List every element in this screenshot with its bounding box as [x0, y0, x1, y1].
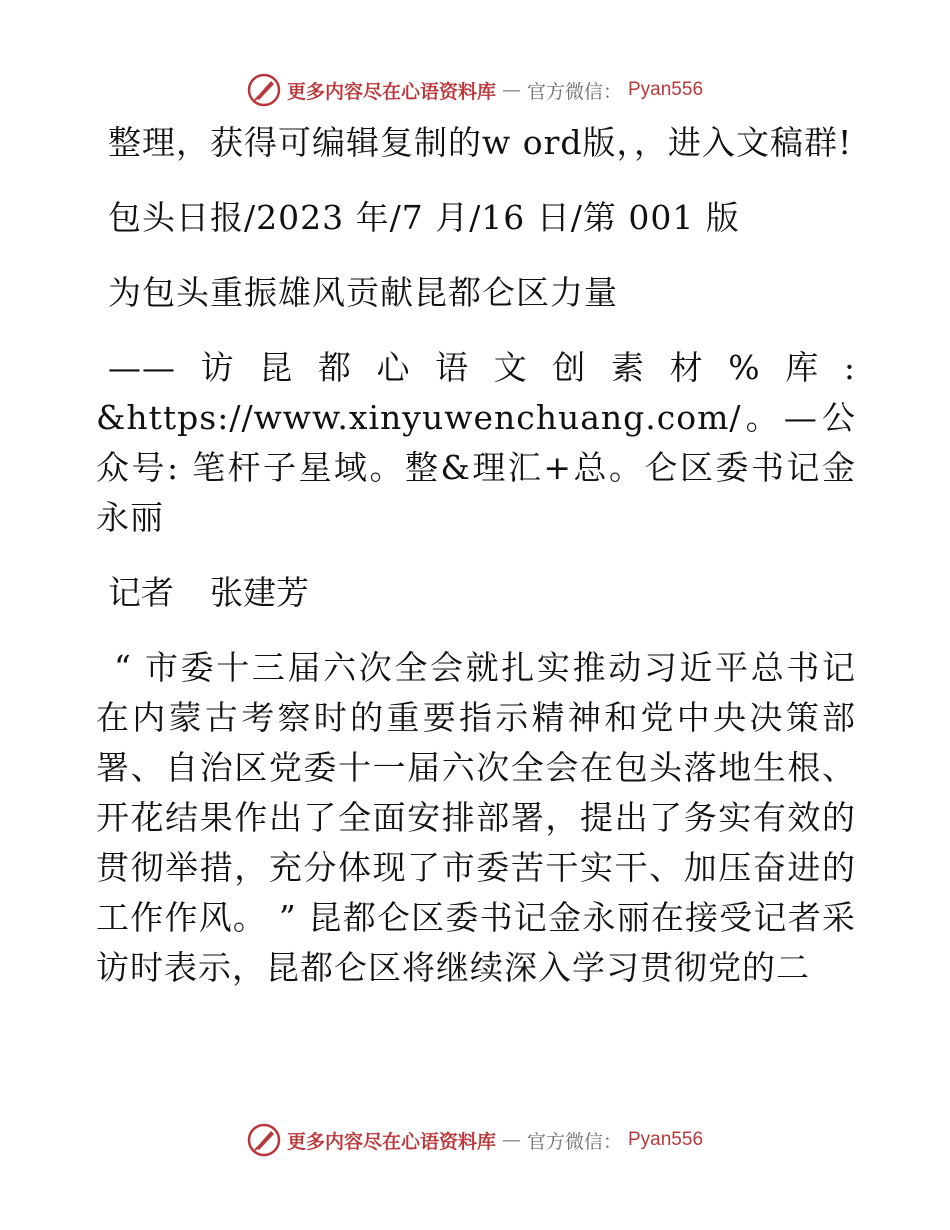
headline: 为包头重振雄风贡献昆都仑区力量	[108, 273, 618, 312]
byline-role: 记者	[108, 573, 174, 612]
watermark-separator: —	[501, 1129, 521, 1151]
watermark-separator: —	[501, 79, 521, 101]
watermark-wechat-id: Pyan556	[628, 79, 704, 100]
header-watermark	[0, 70, 950, 110]
watermark-main-text: 更多内容尽在心语资料库	[286, 80, 496, 103]
watermark-wechat-label: 官方微信：	[526, 1130, 622, 1153]
subheadline: ——访昆都心语文创素材%库: &https://www.xinyuwenchuang.com/。—公众号: 笔杆子星域。整&理汇+总。仑区委书记金永丽	[96, 348, 856, 537]
watermark-main-text: 更多内容尽在心语资料库	[286, 1130, 496, 1153]
quill-pen-logo-icon	[247, 73, 281, 107]
quill-pen-logo-icon	[247, 1123, 281, 1157]
source-line: 包头日报/2023 年/7 月/16 日/第 001 版	[108, 198, 740, 237]
footer-watermark	[0, 1120, 950, 1160]
body-paragraph: “ 市委十三届六次全会就扎实推动习近平总书记在内蒙古考察时的重要指示精神和党中央决策部署、自治区党委十一届六次全会在包头落地生根、开花结果作出了全面安排部署，提出了务实有效的贯彻举措，充分体现了市委苦干实干、加压奋进的工作作风。 ” 昆都仑区委书记金永丽在接受记者采访时表示，昆都仑区将继续深入学习贯彻党的二	[96, 648, 856, 987]
document-body	[96, 118, 856, 1018]
byline	[96, 568, 856, 618]
watermark-wechat-id: Pyan556	[628, 1129, 704, 1150]
intro-text: 整理，获得可编辑复制的w ord版，，进入文稿群!	[108, 123, 853, 162]
watermark-wechat-label: 官方微信：	[526, 80, 622, 103]
byline-name: 张建芳	[210, 573, 309, 612]
